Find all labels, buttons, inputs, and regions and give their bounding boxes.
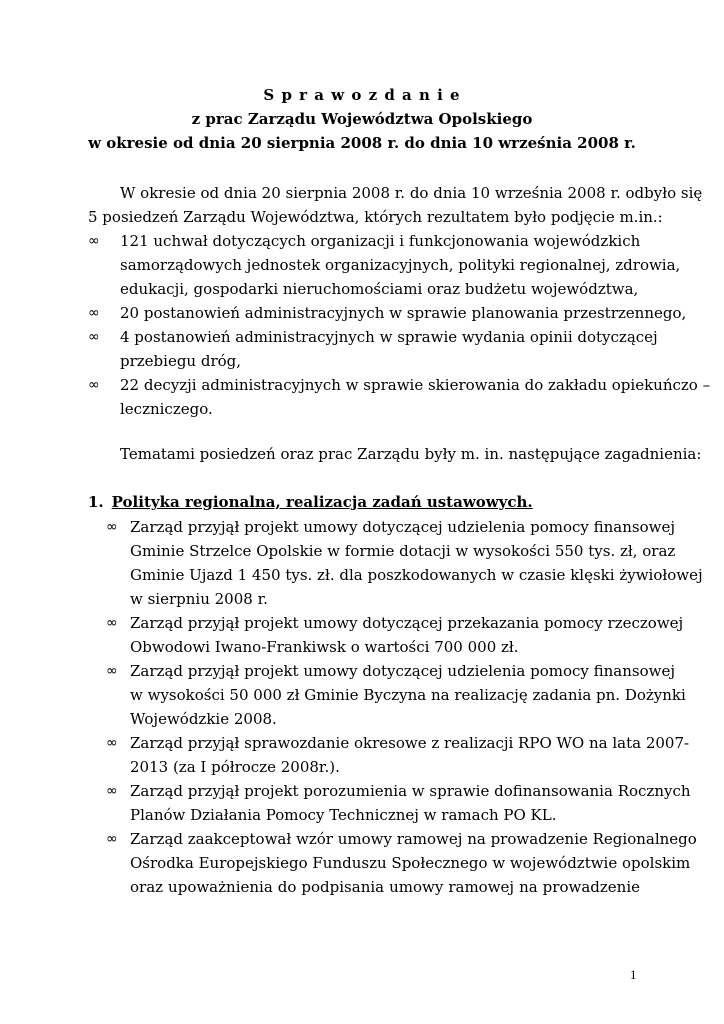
result-3-line-2: przebiegu dróg, [120,352,242,370]
list-bullet: ∞ [106,783,118,799]
list-bullet: ∞ [88,329,100,345]
result-4-line-2: leczniczego. [120,400,213,418]
result-2-line-1: 20 postanowień administracyjnych w sprawie planowania przestrzennego, [120,304,687,322]
result-3-line-1: 4 postanowień administracyjnych w sprawie wydania opinii dotyczącej [120,328,658,346]
item-2-line-1: Zarząd przyjął projekt umowy dotyczącej przekazania pomocy rzeczowej [130,614,684,632]
item-4-line-2: 2013 (za I półrocze 2008r.). [130,758,340,776]
item-6-line-3: oraz upoważnienia do podpisania umowy ramowej na prowadzenie [130,878,640,896]
item-3-line-2: w wysokości 50 000 zł Gminie Byczyna na realizację zadania pn. Dożynki [130,686,686,704]
intro-line-2: 5 posiedzeń Zarządu Województwa, których rezultatem było podjęcie m.in.: [88,208,663,226]
list-bullet: ∞ [106,615,118,631]
document-period: w okresie od dnia 20 sierpnia 2008 r. do dnia 10 września 2008 r. [88,134,636,152]
item-6-line-2: Ośrodka Europejskiego Funduszu Społecznego w województwie opolskim [130,854,691,872]
result-1-line-1: 121 uchwał dotyczących organizacji i funkcjonowania wojewódzkich [120,232,641,250]
item-1-line-3: Gminie Ujazd 1 450 tys. zł. dla poszkodowanych w czasie klęski żywiołowej [130,566,703,584]
item-4-line-1: Zarząd przyjął sprawozdanie okresowe z realizacji RPO WO na lata 2007- [130,734,690,752]
list-bullet: ∞ [106,831,118,847]
list-bullet: ∞ [88,377,100,393]
item-5-line-1: Zarząd przyjął projekt porozumienia w sprawie dofinansowania Rocznych [130,782,691,800]
item-3-line-1: Zarząd przyjął projekt umowy dotyczącej udzielenia pomocy finansowej [130,662,675,680]
list-bullet: ∞ [106,735,118,751]
result-4-line-1: 22 decyzji administracyjnych w sprawie skierowania do zakładu opiekuńczo – [120,376,711,394]
item-3-line-3: Wojewódzkie 2008. [130,710,277,728]
list-bullet: ∞ [88,233,100,249]
topics-intro: Tematami posiedzeń oraz prac Zarządu były m. in. następujące zagadnienia: [120,445,702,463]
section-title: Polityka regionalna, realizacja zadań ustawowych. [111,493,533,511]
item-2-line-2: Obwodowi Iwano-Frankiwsk o wartości 700 000 zł. [130,638,519,656]
result-1-line-3: edukacji, gospodarki nieruchomościami oraz budżetu województwa, [120,280,639,298]
page-number: 1 [630,967,637,982]
item-1-line-1: Zarząd przyjął projekt umowy dotyczącej udzielenia pomocy finansowej [130,518,675,536]
section-1-heading [88,490,533,514]
list-bullet: ∞ [106,519,118,535]
document-subtitle: z prac Zarządu Województwa Opolskiego [191,110,533,128]
item-1-line-4: w sierpniu 2008 r. [130,590,268,608]
intro-line-1: W okresie od dnia 20 sierpnia 2008 r. do dnia 10 września 2008 r. odbyło się [120,184,703,202]
item-5-line-2: Planów Działania Pomocy Technicznej w ramach PO KL. [130,806,557,824]
document-title: S p r a w o z d a n i e [263,86,461,104]
section-number: 1. [88,493,104,511]
result-1-line-2: samorządowych jednostek organizacyjnych, polityki regionalnej, zdrowia, [120,256,681,274]
item-6-line-1: Zarząd zaakceptował wzór umowy ramowej na prowadzenie Regionalnego [130,830,697,848]
list-bullet: ∞ [106,663,118,679]
list-bullet: ∞ [88,305,100,321]
item-1-line-2: Gminie Strzelce Opolskie w formie dotacji w wysokości 550 tys. zł, oraz [130,542,676,560]
